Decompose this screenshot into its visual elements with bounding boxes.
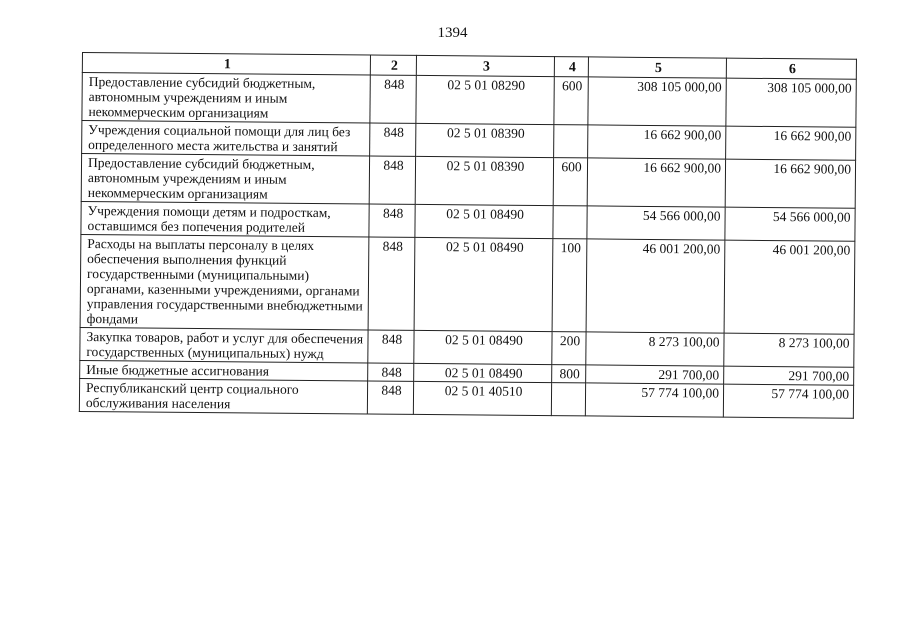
column-header: 6 xyxy=(726,58,856,79)
row-budget-code: 02 5 01 08490 xyxy=(414,237,553,331)
row-expense-type: 800 xyxy=(552,365,586,383)
row-budget-code: 02 5 01 08390 xyxy=(415,156,553,205)
row-amount-col6: 16 662 900,00 xyxy=(725,159,855,208)
row-budget-code: 02 5 01 40510 xyxy=(413,381,551,415)
row-name: Закупка товаров, работ и услуг для обеспечения государственных (муниципальных) нужд xyxy=(80,327,368,363)
row-ministry-code: 848 xyxy=(368,363,414,381)
column-header: 4 xyxy=(554,57,588,77)
page-number: 1394 xyxy=(437,25,468,41)
row-expense-type xyxy=(551,383,585,416)
row-amount-col5: 46 001 200,00 xyxy=(586,239,725,333)
row-name: Республиканский центр социального обслуживания населения xyxy=(79,378,367,414)
row-ministry-code: 848 xyxy=(369,204,415,237)
row-amount-col5: 57 774 100,00 xyxy=(585,383,723,417)
table-row xyxy=(81,154,855,209)
column-header: 1 xyxy=(82,53,370,76)
row-budget-code: 02 5 01 08290 xyxy=(416,75,554,124)
row-amount-col5: 8 273 100,00 xyxy=(586,332,724,366)
row-name: Учреждения социальной помощи для лиц без определенного места жительства и занятий xyxy=(82,121,370,157)
row-expense-type: 600 xyxy=(554,77,588,125)
row-amount-col6: 46 001 200,00 xyxy=(724,240,855,334)
row-expense-type: 200 xyxy=(552,332,586,365)
row-budget-code: 02 5 01 08490 xyxy=(414,363,552,382)
row-name: Иные бюджетные ассигнования xyxy=(80,360,368,381)
row-ministry-code: 848 xyxy=(369,156,415,204)
row-ministry-code: 848 xyxy=(370,75,416,123)
row-amount-col5: 291 700,00 xyxy=(586,365,724,384)
row-ministry-code: 848 xyxy=(370,123,416,156)
row-amount-col5: 16 662 900,00 xyxy=(587,158,725,207)
row-amount-col6: 54 566 000,00 xyxy=(725,207,855,241)
row-amount-col6: 291 700,00 xyxy=(724,366,854,385)
table-row xyxy=(80,234,855,334)
row-amount-col6: 8 273 100,00 xyxy=(724,333,854,367)
row-amount-col6: 16 662 900,00 xyxy=(726,126,856,160)
row-amount-col5: 54 566 000,00 xyxy=(587,206,725,240)
row-name: Расходы на выплаты персоналу в целях обеспечения выполнения функций государственными (муниципальными) органами, казенными учреждениями, органами управления государственными внебюджетными фондами xyxy=(80,234,369,330)
row-budget-code: 02 5 01 08390 xyxy=(416,123,554,157)
column-header: 5 xyxy=(588,57,726,78)
row-amount-col5: 308 105 000,00 xyxy=(588,77,726,126)
row-name: Учреждения помощи детям и подросткам, оставшимся без попечения родителей xyxy=(81,201,369,237)
row-amount-col5: 16 662 900,00 xyxy=(588,125,726,159)
column-header: 2 xyxy=(370,55,416,75)
row-amount-col6: 308 105 000,00 xyxy=(726,78,856,127)
row-expense-type: 100 xyxy=(552,239,587,332)
row-budget-code: 02 5 01 08490 xyxy=(414,330,552,364)
row-budget-code: 02 5 01 08490 xyxy=(415,204,553,238)
row-expense-type xyxy=(553,206,587,239)
row-amount-col6: 57 774 100,00 xyxy=(723,384,853,418)
table-row xyxy=(79,378,853,418)
row-name: Предоставление субсидий бюджетным, автономным учреждениям и иным некоммерческим организациям xyxy=(82,73,370,124)
row-expense-type: 600 xyxy=(553,158,587,206)
row-ministry-code: 848 xyxy=(367,381,413,414)
column-header: 3 xyxy=(416,55,554,76)
row-expense-type xyxy=(554,125,588,158)
table-body xyxy=(79,73,856,419)
row-ministry-code: 848 xyxy=(368,237,415,330)
table-row xyxy=(82,73,856,128)
row-name: Предоставление субсидий бюджетным, автономным учреждениям и иным некоммерческим организациям xyxy=(81,154,369,205)
budget-table xyxy=(79,52,857,419)
row-ministry-code: 848 xyxy=(368,330,414,363)
